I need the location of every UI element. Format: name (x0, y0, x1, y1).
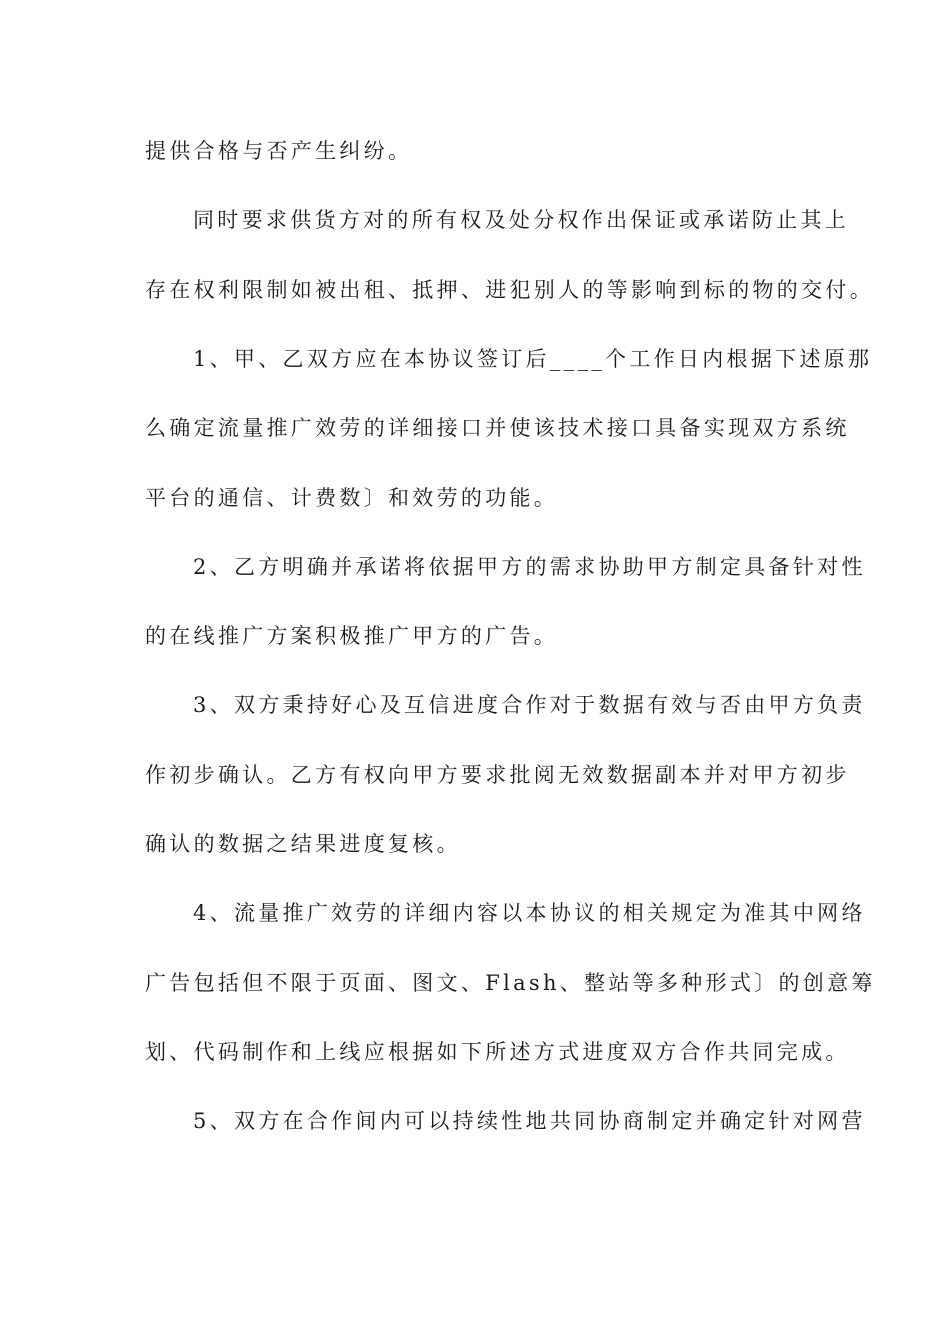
paragraph-start-line: 同时要求供货方对的所有权及处分权作出保证或承诺防止其上 (193, 208, 850, 232)
paragraph-start-line: 1、甲、乙双方应在本协议签订后____个工作日内根据下述原那 (193, 347, 873, 371)
text-line: 确认的数据之结果进度复核。 (145, 832, 461, 856)
text-line: 作初步确认。乙方有权向甲方要求批阅无效数据副本并对甲方初步 (145, 763, 850, 787)
paragraph-start-line: 4、流量推广效劳的详细内容以本协议的相关规定为准其中网络 (193, 901, 866, 925)
text-line: 划、代码制作和上线应根据如下所述方式进度双方合作共同完成。 (145, 1040, 850, 1064)
paragraph-start-line: 5、双方在合作间内可以持续性地共同协商制定并确定针对网营 (193, 1109, 866, 1133)
paragraph-start-line: 2、乙方明确并承诺将依据甲方的需求协助甲方制定具备针对性 (193, 555, 866, 579)
paragraph-start-line: 3、双方秉持好心及互信进度合作对于数据有效与否由甲方负责 (193, 693, 866, 717)
text-line: 么确定流量推广效劳的详细接口并使该技术接口具备实现双方系统 (145, 416, 850, 440)
text-line: 平台的通信、计费数〕和效劳的功能。 (145, 486, 559, 510)
text-line: 提供合格与否产生纠纷。 (145, 139, 413, 163)
text-line: 存在权利限制如被出租、抵押、进犯别人的等影响到标的物的交付。 (145, 278, 874, 302)
text-line: 广告包括但不限于页面、图文、Flash、整站等多种形式〕的创意筹 (145, 971, 876, 995)
text-line: 的在线推广方案积极推广甲方的广告。 (145, 624, 559, 648)
